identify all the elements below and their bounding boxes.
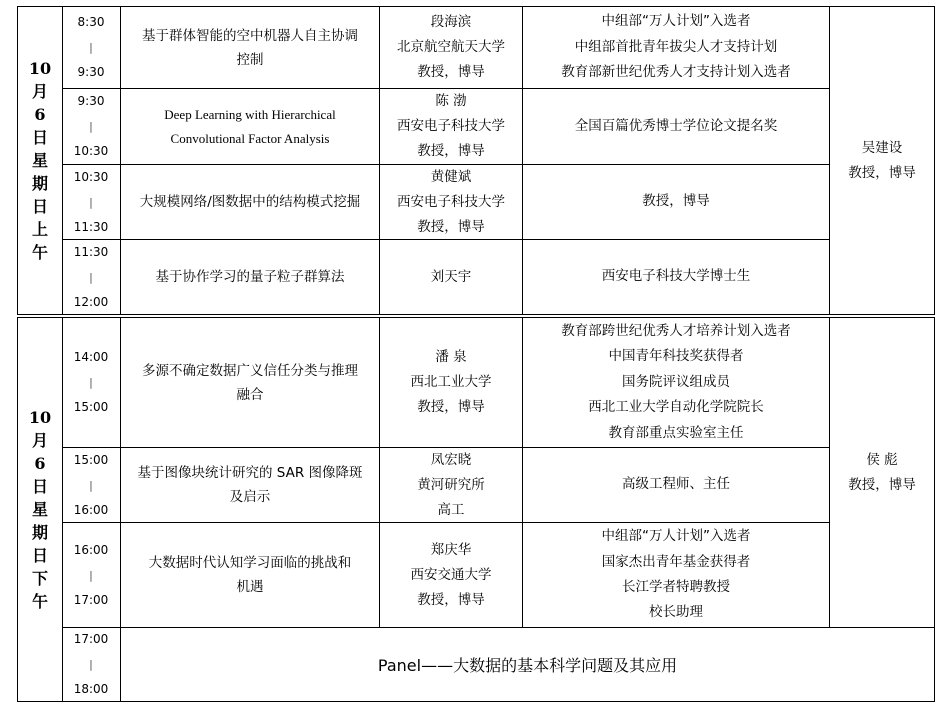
speaker-title: 教授，博导 [417, 399, 485, 415]
talk-title [121, 240, 379, 314]
end-time: 9:30 [77, 65, 105, 79]
speaker-title: 高工 [437, 501, 465, 518]
start-time: 8:30 [77, 15, 105, 29]
day-char: 上 [31, 220, 48, 239]
speaker-info [380, 523, 522, 627]
day-char: 日 [31, 197, 48, 216]
session-time [63, 240, 119, 314]
chair-title: 教授，博导 [848, 476, 916, 493]
time-separator: | [89, 478, 93, 492]
end-time: 12:00 [73, 294, 109, 309]
honor-line: 教育部重点实验室主任 [608, 424, 744, 441]
speaker-affiliation: 西安电子科技大学 [397, 193, 505, 210]
title-line: 大规模网络/图数据中的结构模式挖掘 [139, 194, 361, 210]
speaker-honors [523, 7, 829, 88]
speaker-name: 段海滨 [430, 14, 472, 30]
speaker-title: 教授，博导 [417, 591, 485, 608]
title-line: 基于协作学习的量子粒子群算法 [155, 269, 345, 285]
end-time: 17:00 [73, 592, 109, 607]
honor-line: 教育部跨世纪优秀人才培养计划入选者 [561, 322, 791, 339]
speaker-honors [523, 240, 829, 314]
honor-line: 国务院评议组成员 [622, 373, 730, 390]
panel-time [63, 628, 119, 701]
day-char: 日 [31, 477, 48, 496]
speaker-affiliation: 西北工业大学 [410, 374, 492, 390]
speaker-title: 教授，博导 [417, 218, 485, 235]
day-char: 6 [34, 454, 46, 473]
talk-title [121, 448, 379, 522]
speaker-name: 刘天宇 [430, 268, 472, 285]
day-char: 10 [28, 408, 52, 427]
honor-line: 校长助理 [649, 604, 703, 621]
time-separator: | [89, 568, 93, 582]
speaker-name: 潘 泉 [435, 349, 467, 365]
time-separator: | [89, 270, 93, 284]
speaker-affiliation: 西安电子科技大学 [397, 118, 505, 134]
speaker-affiliation: 西安交通大学 [410, 566, 492, 583]
speaker-info [380, 318, 522, 447]
day-char: 下 [31, 569, 48, 588]
day-char: 午 [31, 243, 48, 262]
start-time: 16:00 [73, 542, 109, 557]
chair-name: 吴建设 [861, 139, 903, 156]
honor-line: 高级工程师、主任 [622, 476, 730, 493]
honor-line: 中国青年科技奖获得者 [608, 348, 744, 365]
session-time [63, 318, 119, 447]
title-line: 大数据时代认知学习面临的挑战和 [148, 555, 352, 571]
day-char: 星 [31, 151, 48, 170]
title-line: 控制 [236, 51, 264, 68]
day-label-morning [18, 7, 62, 314]
end-time: 18:00 [73, 682, 109, 696]
speaker-title: 教授，博导 [417, 64, 485, 80]
speaker-honors [523, 165, 829, 239]
honor-line: 全国百篇优秀博士学位论文提名奖 [574, 117, 778, 134]
day-char: 10 [28, 59, 52, 78]
speaker-name: 黄健斌 [430, 168, 472, 185]
time-separator: | [89, 120, 93, 133]
speaker-affiliation: 北京航空航天大学 [397, 39, 505, 55]
honor-line: 国家杰出青年基金获得者 [601, 553, 751, 570]
day-char: 月 [31, 82, 48, 101]
chair-name: 侯 彪 [866, 451, 898, 468]
title-line: Convolutional Factor Analysis [170, 130, 330, 146]
talk-title [121, 89, 379, 164]
start-time: 14:00 [73, 350, 109, 364]
speaker-info [380, 165, 522, 239]
speaker-info [380, 7, 522, 88]
speaker-info [380, 240, 522, 314]
panel-title: Panel——大数据的基本科学问题及其应用 [377, 656, 678, 675]
start-time: 10:30 [73, 169, 109, 184]
session-time [63, 7, 119, 88]
day-char: 期 [31, 523, 48, 542]
day-char: 月 [31, 431, 48, 450]
start-time: 11:30 [73, 244, 109, 259]
speaker-title: 教授，博导 [417, 143, 485, 159]
end-time: 16:00 [73, 502, 109, 517]
speaker-affiliation: 黄河研究所 [417, 476, 485, 493]
session-chair-morning [830, 7, 934, 314]
talk-title [121, 7, 379, 88]
title-line: Deep Learning with Hierarchical [164, 106, 336, 122]
speaker-name: 郑庆华 [430, 541, 472, 558]
session-time [63, 523, 119, 627]
speaker-info [380, 448, 522, 522]
day-label-afternoon [18, 318, 62, 701]
speaker-honors [523, 89, 829, 164]
talk-title [121, 318, 379, 447]
speaker-info [380, 89, 522, 164]
day-char: 日 [31, 546, 48, 565]
time-separator: | [89, 195, 93, 209]
day-char: 期 [31, 174, 48, 193]
title-line: 基于群体智能的空中机器人自主协调 [142, 27, 358, 44]
day-char: 午 [31, 592, 48, 611]
day-char: 6 [34, 105, 46, 124]
talk-title [121, 523, 379, 627]
honor-line: 长江学者特聘教授 [622, 579, 730, 595]
title-line: 融合 [236, 386, 264, 403]
session-time [63, 448, 119, 522]
end-time: 10:30 [73, 144, 109, 158]
honor-line: 中组部“万人计划”入选者 [601, 528, 751, 545]
chair-title: 教授，博导 [848, 164, 916, 181]
honor-line: 西安电子科技大学博士生 [601, 268, 751, 285]
speaker-honors [523, 318, 829, 447]
day-char: 星 [31, 500, 48, 519]
title-line: 机遇 [236, 579, 264, 595]
speaker-honors [523, 523, 829, 627]
speaker-name: 陈 渤 [435, 93, 467, 109]
session-time [63, 165, 119, 239]
title-line: 及启示 [229, 489, 271, 505]
session-time [63, 89, 119, 164]
session-chair-afternoon [830, 318, 934, 627]
end-time: 15:00 [73, 400, 109, 414]
start-time: 9:30 [77, 94, 105, 108]
talk-title [121, 165, 379, 239]
time-separator: | [89, 376, 93, 389]
time-separator: | [89, 41, 93, 54]
honor-line: 教授，博导 [642, 193, 710, 210]
honor-line: 中组部首批青年拔尖人才支持计划 [574, 38, 778, 55]
end-time: 11:30 [73, 219, 109, 234]
time-separator: | [89, 658, 93, 671]
speaker-name: 凤宏晓 [430, 451, 472, 468]
honor-line: 西北工业大学自动化学院院长 [588, 399, 764, 416]
start-time: 17:00 [73, 632, 109, 646]
speaker-honors [523, 448, 829, 522]
title-line: 基于图像块统计研究的 SAR 图像降斑 [137, 465, 363, 481]
honor-line: 教育部新世纪优秀人才支持计划入选者 [561, 64, 791, 81]
honor-line: 中组部“万人计划”入选者 [601, 13, 751, 30]
title-line: 多源不确定数据广义信任分类与推理 [142, 362, 358, 379]
start-time: 15:00 [73, 452, 109, 467]
day-char: 日 [31, 128, 48, 147]
